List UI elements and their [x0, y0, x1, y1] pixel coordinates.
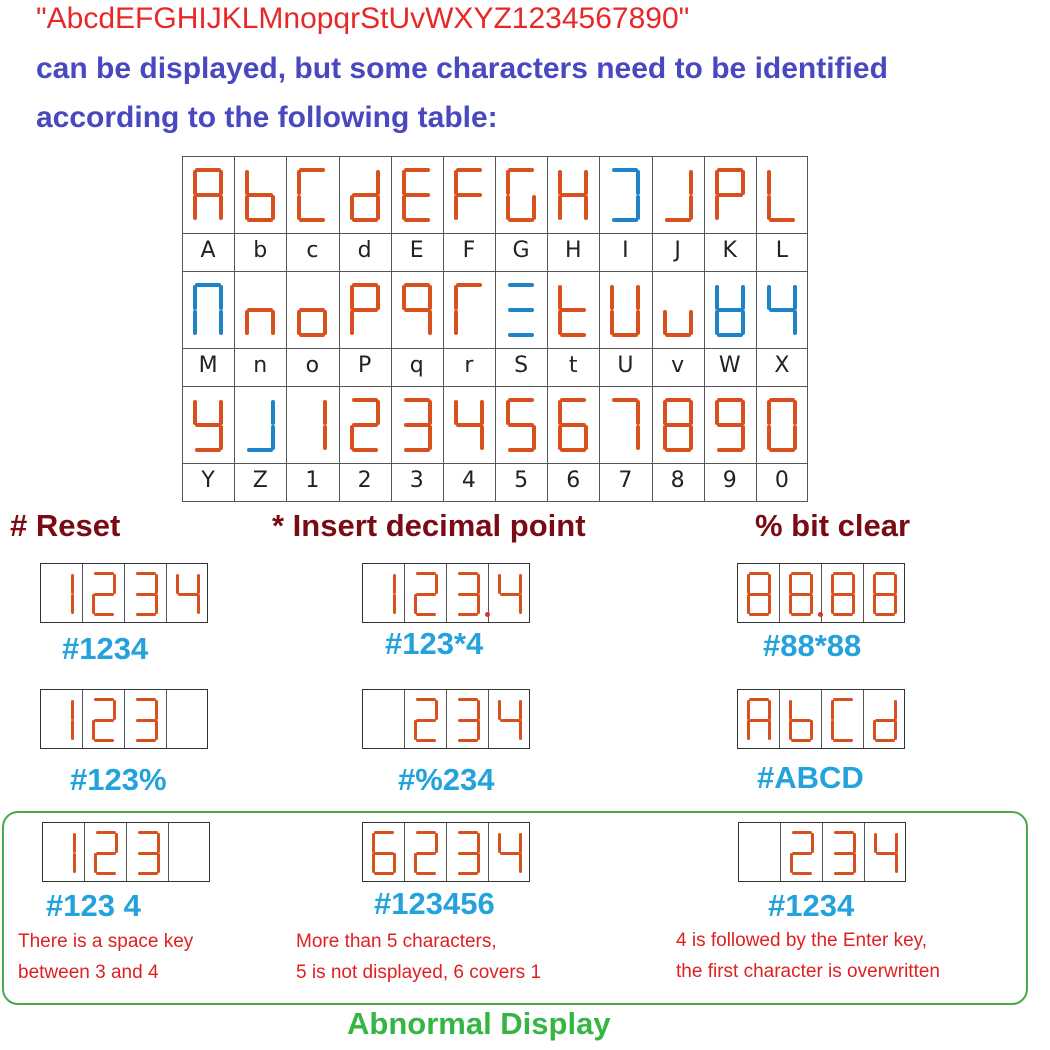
example-display-2 — [362, 563, 530, 623]
caption-abcd: #ABCD — [757, 760, 864, 795]
example-1-digit-4-segment-f — [176, 574, 179, 594]
display-divider — [821, 690, 822, 748]
display-divider — [446, 564, 447, 622]
example-6-digit-1-segment-e — [747, 720, 750, 740]
note-enter-key-1: 4 is followed by the Enter key, — [676, 930, 927, 951]
example-4-digit-2-segment-a — [94, 698, 114, 701]
example-3-digit-2-segment-b — [810, 574, 813, 594]
example-1-digit-2-segment-d — [94, 613, 114, 616]
example-5-digit-3-segment-c — [477, 720, 480, 740]
example-6-digit-1-segment-c — [768, 720, 771, 740]
note-overflow-2: 5 is not displayed, 6 covers 1 — [296, 962, 542, 983]
example-6-digit-3-segment-e — [831, 720, 834, 740]
table-label-3: 3 — [409, 468, 424, 493]
example-4-digit-3-segment-d — [136, 739, 156, 742]
example-2-digit-2-segment-a — [416, 572, 436, 575]
example-5-digit-2-segment-e — [414, 720, 417, 740]
example-6-digit-3-segment-a — [833, 698, 853, 701]
display-divider — [166, 564, 167, 622]
example-1-digit-3-segment-c — [155, 594, 158, 614]
table-label-9: 9 — [722, 468, 737, 493]
example-3-digit-2-segment-f — [789, 574, 792, 594]
example-display-3 — [737, 563, 905, 623]
example-5-digit-2-segment-g — [416, 719, 436, 722]
table-label-Z: Z — [252, 468, 268, 493]
example-1-digit-1-segment-b — [71, 574, 74, 594]
example-2-digit-2-segment-b — [435, 574, 438, 594]
example-2-digit-2-segment-e — [414, 594, 417, 614]
example-5-digit-4-segment-b — [519, 700, 522, 720]
example-1-digit-4-segment-c — [197, 594, 200, 614]
table-label-A: A — [200, 238, 216, 263]
display-divider — [404, 564, 405, 622]
caption-123-percent: #123% — [70, 762, 167, 797]
example-3-digit-2-segment-e — [789, 594, 792, 614]
example-3-digit-3-segment-d — [833, 613, 853, 616]
example-5-digit-4-segment-f — [498, 700, 501, 720]
example-1-digit-2-segment-e — [92, 594, 95, 614]
example-2-digit-3-segment-c — [477, 594, 480, 614]
example-6-digit-4-segment-b — [894, 700, 897, 720]
example-display-6 — [737, 689, 905, 749]
example-2-digit-2-segment-g — [416, 593, 436, 596]
example-3-digit-4-segment-a — [875, 572, 895, 575]
example-5-digit-4-segment-c — [519, 720, 522, 740]
table-label-X: X — [774, 353, 790, 378]
example-display-1 — [40, 563, 208, 623]
example-6-digit-1-segment-a — [749, 698, 769, 701]
example-4-digit-1-segment-c — [71, 720, 74, 740]
note-enter-key-2: the first character is overwritten — [676, 961, 940, 982]
display-divider — [124, 690, 125, 748]
table-label-o: o — [305, 353, 320, 378]
example-6-digit-1-segment-f — [747, 700, 750, 720]
example-4-digit-1-segment-b — [71, 700, 74, 720]
example-1-digit-4-segment-g — [178, 593, 198, 596]
example-6-digit-4-segment-d — [875, 739, 895, 742]
example-3-digit-4-segment-d — [875, 613, 895, 616]
example-5-digit-3-segment-d — [458, 739, 478, 742]
example-2-digit-1-segment-c — [393, 594, 396, 614]
caption-123456: #123456 — [374, 886, 495, 921]
example-6-digit-2-segment-e — [789, 720, 792, 740]
display-divider — [124, 564, 125, 622]
example-5-digit-2-segment-d — [416, 739, 436, 742]
example-3-digit-2-segment-c — [810, 594, 813, 614]
example-4-digit-3-segment-b — [155, 700, 158, 720]
display-divider — [863, 690, 864, 748]
display-divider — [404, 690, 405, 748]
table-label-J: J — [674, 238, 681, 263]
example-5-digit-3-segment-b — [477, 700, 480, 720]
example-5-digit-2-segment-b — [435, 700, 438, 720]
example-1-digit-3-segment-a — [136, 572, 156, 575]
table-label-W: W — [718, 353, 741, 378]
table-label-F: F — [462, 238, 476, 263]
example-3-digit-1-segment-b — [768, 574, 771, 594]
example-5-digit-2-segment-a — [416, 698, 436, 701]
example-6-digit-2-segment-d — [791, 739, 811, 742]
example-6-digit-4-segment-e — [873, 720, 876, 740]
table-label-q: q — [409, 353, 424, 378]
example-3-digit-3-segment-a — [833, 572, 853, 575]
example-1-digit-2-segment-g — [94, 593, 114, 596]
example-2-digit-2-segment-d — [416, 613, 436, 616]
example-2-digit-3-segment-b — [477, 574, 480, 594]
example-2-digit-4-segment-g — [500, 593, 520, 596]
table-label-M: M — [198, 353, 218, 378]
example-3-digit-4-segment-f — [873, 574, 876, 594]
example-1-digit-3-segment-d — [136, 613, 156, 616]
example-5-digit-3-segment-a — [458, 698, 478, 701]
example-3-digit-3-segment-c — [852, 594, 855, 614]
table-label-1: 1 — [305, 468, 320, 493]
example-3-digit-2-segment-g — [791, 593, 811, 596]
example-3-digit-3-segment-f — [831, 574, 834, 594]
example-4-digit-2-segment-b — [113, 700, 116, 720]
table-label-S: S — [514, 353, 529, 378]
example-6-digit-4-segment-c — [894, 720, 897, 740]
example-1-digit-3-segment-b — [155, 574, 158, 594]
table-label-2: 2 — [357, 468, 372, 493]
display-divider — [779, 564, 780, 622]
table-label-H: H — [564, 238, 582, 263]
example-2-digit-4-segment-c — [519, 594, 522, 614]
example-4-digit-2-segment-g — [94, 719, 114, 722]
table-label-0: 0 — [774, 468, 789, 493]
example-1-digit-2-segment-b — [113, 574, 116, 594]
decimal-point-icon — [485, 612, 490, 617]
abnormal-display-label: Abnormal Display — [347, 1006, 611, 1041]
example-1-digit-3-segment-g — [136, 593, 156, 596]
table-label-U: U — [617, 353, 634, 378]
example-3-digit-1-segment-c — [768, 594, 771, 614]
example-3-digit-2-segment-d — [791, 613, 811, 616]
example-3-digit-4-segment-c — [894, 594, 897, 614]
example-6-digit-3-segment-d — [833, 739, 853, 742]
example-3-digit-1-segment-a — [749, 572, 769, 575]
example-4-digit-3-segment-g — [136, 719, 156, 722]
example-display-4 — [40, 689, 208, 749]
table-label-I: I — [622, 238, 629, 263]
header-character-list: "AbcdEFGHIJKLMnopqrStUvWXYZ1234567890" — [36, 2, 690, 35]
example-1-digit-4-segment-b — [197, 574, 200, 594]
example-4-digit-2-segment-d — [94, 739, 114, 742]
table-label-7: 7 — [618, 468, 633, 493]
example-6-digit-2-segment-g — [791, 719, 811, 722]
table-label-5: 5 — [514, 468, 529, 493]
example-2-digit-3-segment-g — [458, 593, 478, 596]
table-label-v: v — [671, 353, 685, 378]
table-label-t: t — [568, 353, 578, 378]
example-2-digit-4-segment-b — [519, 574, 522, 594]
example-2-digit-1-segment-b — [393, 574, 396, 594]
example-3-digit-1-segment-e — [747, 594, 750, 614]
example-1-digit-1-segment-c — [71, 594, 74, 614]
example-3-digit-4-segment-e — [873, 594, 876, 614]
example-6-digit-1-segment-b — [768, 700, 771, 720]
table-label-Y: Y — [201, 468, 215, 493]
example-3-digit-4-segment-g — [875, 593, 895, 596]
example-4-digit-3-segment-a — [136, 698, 156, 701]
note-space-key-2: between 3 and 4 — [18, 962, 159, 983]
reset-title: # Reset — [10, 508, 121, 543]
example-3-digit-1-segment-g — [749, 593, 769, 596]
example-3-digit-3-segment-g — [833, 593, 853, 596]
caption-decimal-123-4: #123*4 — [385, 626, 484, 661]
example-4-digit-2-segment-e — [92, 720, 95, 740]
caption-decimal-88-88: #88*88 — [763, 628, 862, 663]
example-2-digit-4-segment-f — [498, 574, 501, 594]
table-label-G: G — [512, 238, 530, 263]
example-4-digit-3-segment-c — [155, 720, 158, 740]
table-label-r: r — [464, 353, 474, 378]
decimal-point-title: * Insert decimal point — [272, 508, 586, 543]
caption-reset-1234: #1234 — [62, 631, 149, 666]
display-divider — [82, 564, 83, 622]
example-3-digit-3-segment-e — [831, 594, 834, 614]
example-5-digit-4-segment-g — [500, 719, 520, 722]
example-6-digit-4-segment-g — [875, 719, 895, 722]
note-space-key-1: There is a space key — [18, 931, 194, 952]
example-3-digit-3-segment-b — [852, 574, 855, 594]
header-line-2: can be displayed, but some characters need to be identified — [36, 52, 888, 85]
table-label-4: 4 — [461, 468, 476, 493]
table-label-6: 6 — [566, 468, 581, 493]
table-label-b: b — [253, 238, 268, 263]
example-6-digit-3-segment-f — [831, 700, 834, 720]
caption-percent-234: #%234 — [398, 762, 495, 797]
example-1-digit-2-segment-a — [94, 572, 114, 575]
bit-clear-title: % bit clear — [755, 508, 911, 543]
note-overflow-1: More than 5 characters, — [296, 931, 497, 952]
display-divider — [779, 690, 780, 748]
display-divider — [488, 690, 489, 748]
display-divider — [166, 690, 167, 748]
caption-123-space-4: #123 4 — [46, 888, 141, 923]
table-label-E: E — [409, 238, 424, 263]
table-label-K: K — [722, 238, 737, 263]
example-3-digit-1-segment-d — [749, 613, 769, 616]
display-divider — [446, 690, 447, 748]
table-label-8: 8 — [670, 468, 685, 493]
table-label-c: c — [306, 238, 319, 263]
example-3-digit-1-segment-f — [747, 574, 750, 594]
example-5-digit-3-segment-g — [458, 719, 478, 722]
table-label-n: n — [253, 353, 268, 378]
example-6-digit-1-segment-g — [749, 719, 769, 722]
table-label-d: d — [357, 238, 372, 263]
decimal-point-icon — [818, 612, 823, 617]
example-2-digit-3-segment-a — [458, 572, 478, 575]
example-3-digit-2-segment-a — [791, 572, 811, 575]
example-6-digit-2-segment-c — [810, 720, 813, 740]
example-3-digit-4-segment-b — [894, 574, 897, 594]
example-display-5 — [362, 689, 530, 749]
table-label-P: P — [357, 353, 372, 378]
table-label-L: L — [775, 238, 789, 263]
caption-enter-1234: #1234 — [768, 888, 855, 923]
display-divider — [82, 690, 83, 748]
example-2-digit-3-segment-d — [458, 613, 478, 616]
display-divider — [863, 564, 864, 622]
example-6-digit-2-segment-f — [789, 700, 792, 720]
header-line-3: according to the following table: — [36, 101, 498, 134]
